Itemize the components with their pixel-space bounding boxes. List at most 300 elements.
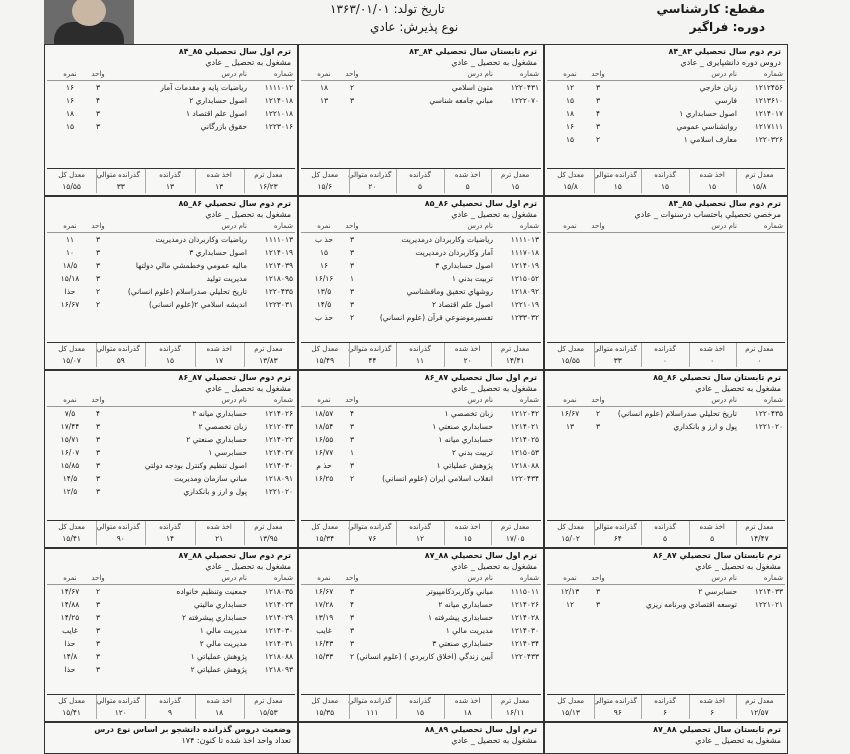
course-units: ۳ [95,474,101,483]
course-row [47,261,295,271]
course-grade: ۱۶/۵۵ [314,435,334,444]
course-row [301,261,541,271]
course-grade: ۱۴/۵ [62,474,78,483]
column-label: نام درس [467,222,493,230]
course-name: اصول تنظيم وكنترل بودجه دولتي [144,461,247,470]
course-units: ۳ [95,248,101,257]
summary-label: معدل کل [58,523,85,531]
column-label: واحد [345,222,359,230]
summary-label: اخذ شده [699,171,725,179]
summary-value: ۱۷ [215,356,224,365]
course-row [47,122,295,132]
summary-label: اخذ شده [454,523,481,531]
course-row [301,409,541,419]
course-code: ۱۲۱۸۰۳۵ [264,587,293,596]
summary-divider [689,695,690,719]
summary-value: ۵ [417,182,423,191]
term-summary [301,342,541,367]
summary-divider [195,521,196,545]
column-label: نمره [563,396,577,404]
term-status: دروس دوره دانشپایری _ عادي [680,58,781,67]
summary-divider [195,695,196,719]
course-units: ۳ [95,626,101,635]
bottom-mid-box [298,722,544,754]
course-row [301,600,541,610]
course-row [301,639,541,649]
course-row [301,435,541,445]
course-name: توسعه اقتصادي وبرنامه ريزي [646,600,737,609]
summary-label: معدل ترم [501,345,530,353]
column-label: واحد [591,70,605,78]
course-name: زبان خارجي [699,83,737,92]
course-units: ۳ [95,461,101,470]
summary-label: گذرانده [409,697,431,705]
summary-label: اخذ شده [206,697,232,705]
course-row [301,248,541,258]
course-row [547,109,785,119]
course-grade: ۱۴/۸ [62,652,78,661]
course-code: ۱۲۱۸۰۸۸ [264,652,293,661]
summary-divider [145,521,146,545]
term-summary [547,342,785,367]
column-label: نام درس [221,70,247,78]
course-code: ۱۲۱۴۰۲۲ [264,435,293,444]
course-row [47,600,295,610]
course-units: ۳ [95,600,101,609]
course-grade: ۱۵ [565,135,575,144]
course-units: ۲ [595,135,601,144]
course-row [47,300,295,310]
course-grade: ۱۵/۱۸ [60,274,80,283]
summary-label: معدل کل [58,697,85,705]
course-name: پول و ارز و بانكداري [183,487,247,496]
course-grade: ۱۳ [565,422,575,431]
course-row [547,135,785,145]
course-name: حقوق بازرگاني [200,122,247,131]
term-status: مشغول به تحصیل _ عادي [695,562,781,571]
summary-label: معدل کل [311,697,339,705]
summary-label: معدل ترم [745,697,774,705]
term-status: مشغول به تحصیل _ عادي [451,384,537,393]
course-grade: ۱۶/۷۷ [314,448,334,457]
course-row [301,474,541,484]
course-code: ۱۲۲۰۴۳۳ [510,652,539,661]
course-row [547,122,785,132]
summary-value: ۱۵ [463,534,472,543]
term-box [544,44,788,196]
summary-label: معدل ترم [254,345,283,353]
course-row [47,461,295,471]
term-summary [301,520,541,545]
summary-value: ۱۱۱ [366,708,379,717]
term-title: ترم اول سال تحصیلي ۸۹_۸۸ [424,725,537,734]
course-code: ۱۲۱۴۰۳۳ [754,587,783,596]
summary-value: ۵ [710,534,715,543]
course-code: ۱۱۱۵۰۱۱ [510,587,539,596]
course-code: ۱۲۲۲۰۷۰ [510,96,539,105]
course-name: حسابداري پيشرفته ۱ [427,613,493,622]
summary-label: گذرانده متوالي [593,171,637,179]
course-grade: ۱۴/۸۸ [60,600,80,609]
course-grade: حذا [64,665,76,674]
summary-label: گذرانده [159,345,181,353]
course-units: ۳ [349,261,355,270]
course-name: حسابداري ميانه ۲ [192,409,247,418]
course-row [47,435,295,445]
course-row [47,409,295,419]
course-code: ۱۲۱۲۰۴۲ [510,409,539,418]
course-name: زبان تخصصي ۱ [444,409,493,418]
summary-label: معدل کل [557,523,584,531]
summary-label: معدل ترم [254,697,283,705]
course-units: ۳ [595,83,601,92]
course-units: ۳ [349,587,355,596]
course-units: ۳ [95,274,101,283]
term-summary [47,520,295,545]
course-units: ۳ [595,600,601,609]
course-code: ۱۲۱۴۰۲۷ [264,448,293,457]
course-name: مديريت مالي ۱ [445,626,493,635]
summary-divider [96,695,97,719]
summary-divider [594,343,595,367]
course-code: ۱۲۱۲۴۵۶ [754,83,783,92]
summary-label: اخذ شده [699,345,725,353]
summary-value: ۹ [167,708,173,717]
summary-value: ۱۵/۱۳ [561,708,580,717]
course-name: حسابداري صنعتي ۲ [186,435,247,444]
summary-label: گذرانده [654,697,676,705]
course-name: رياضيات وكاربردان درمديريت [401,235,493,244]
column-label: نام درس [711,574,737,582]
column-header [301,70,541,81]
summary-value: ۱۵/۰۷ [62,356,81,365]
summary-label: معدل کل [557,171,584,179]
column-label: شماره [519,574,539,582]
bottom-right-box [544,722,788,754]
course-row [47,422,295,432]
term-summary [301,694,541,719]
course-code: ۱۲۲۱۰۲۱ [754,600,783,609]
course-row [47,652,295,662]
course-name: ماليه عمومي وخطمشي مالي دولتها [135,261,247,270]
course-grade: ۱۸ [65,109,75,118]
course-code: ۱۲۱۴۰۱۹ [510,261,539,270]
course-row [301,300,541,310]
column-label: شماره [273,70,293,78]
summary-value: ۲۰ [368,182,377,191]
column-label: واحد [591,396,605,404]
summary-label: معدل ترم [745,345,774,353]
course-row [47,639,295,649]
summary-label: گذرانده [409,523,431,531]
summary-value: ۱۵/۸ [752,182,767,191]
course-units: ۳ [349,300,355,309]
course-units: ۳ [595,587,601,596]
course-units: ۳ [95,235,101,244]
term-title: ترم دوم سال تحصیلي ۸۷_۸۶ [178,373,291,382]
summary-divider [145,169,146,193]
course-units: ۱ [349,274,355,283]
course-code: ۱۲۱۸۰۹۲ [510,287,539,296]
summary-divider [689,169,690,193]
column-header [47,396,295,407]
course-units: ۴ [95,96,101,105]
course-name: متون اسلامي [451,83,493,92]
course-name: روشهاي تحقيق ومافشناسي [406,287,493,296]
column-header [547,222,785,233]
summary-value: ۱۴/۴۱ [505,356,525,365]
summary-label: اخذ شده [454,345,481,353]
summary-divider [491,169,492,193]
course-grade: ۷/۵ [64,409,76,418]
course-name: حسابداري پيشرفته ۲ [181,613,247,622]
summary-value: ۷۶ [368,534,377,543]
course-name: پژوهش عملياتي ۱ [436,461,493,470]
course-name: فارسي [714,96,737,105]
course-units: ۳ [349,613,355,622]
column-header [47,574,295,585]
summary-value: ۱۸ [463,708,472,717]
summary-divider [396,521,397,545]
summary-value: ۱۶/۲۳ [259,182,278,191]
summary-value: ۱۳/۸۳ [259,356,278,365]
course-code: ۱۲۲۰۴۳۵ [264,287,293,296]
course-row [47,248,295,258]
course-name: مديريت توليد [206,274,247,283]
summary-value: ۵۹ [116,356,125,365]
course-code: ۱۱۱۱۰۱۳ [264,235,293,244]
course-name: تاريخ تحليلي صدراسلام (علوم انساني) [617,409,737,418]
course-code: ۱۲۱۴۰۳۴ [510,639,539,648]
summary-label: گذرانده [654,523,676,531]
summary-divider [491,343,492,367]
course-units: ۳ [95,665,101,674]
column-label: نمره [317,70,331,78]
course-name: حسابداري صنعتي ۳ [432,639,493,648]
course-grade: ۱۲/۵ [62,487,78,496]
summary-label: گذرانده متوالي [348,523,392,531]
course-grade: ۱۳/۵ [316,287,332,296]
course-units: ۳ [95,83,101,92]
course-row [301,613,541,623]
summary-value: ۱۸ [215,708,224,717]
student-photo [44,0,134,44]
course-code: ۱۲۱۴۰۱۸ [264,96,293,105]
course-row [547,96,785,106]
course-grade: ۱۶/۲۵ [314,474,334,483]
column-header [47,222,295,233]
column-header [301,222,541,233]
summary-label: گذرانده متوالي [96,697,140,705]
summary-label: گذرانده [654,171,676,179]
course-name: حسابرسي ۲ [698,587,737,596]
term-summary [47,168,295,193]
summary-value: ۵ [662,534,668,543]
term-summary [47,342,295,367]
course-code: ۱۲۲۱۰۱۸ [264,109,293,118]
column-label: واحد [91,574,105,582]
summary-divider [736,169,737,193]
summary-label: گذرانده متوالي [96,171,140,179]
column-label: نام درس [711,396,737,404]
column-label: نمره [317,222,331,230]
summary-divider [145,343,146,367]
course-row [547,83,785,93]
course-grade: غايب [316,626,332,635]
term-status: مشغول به تحصیل _ عادي [451,562,537,571]
summary-label: گذرانده [654,345,676,353]
course-units: ۳ [595,422,601,431]
summary-divider [736,695,737,719]
summary-divider [736,343,737,367]
summary-label: معدل کل [557,345,584,353]
summary-label: گذرانده متوالي [348,345,392,353]
summary-divider [491,695,492,719]
course-units: ۳ [349,639,355,648]
course-units: ۳ [349,626,355,635]
course-row [47,96,295,106]
course-row [47,487,295,497]
course-row [547,409,785,419]
course-row [301,626,541,636]
column-header [547,70,785,81]
column-label: نمره [63,222,77,230]
summary-label: اخذ شده [454,697,481,705]
course-row [47,109,295,119]
course-grade: ۱۴/۲۵ [60,613,80,622]
course-code: ۱۱۱۱۰۱۳ [510,235,539,244]
summary-value: ۰ [757,356,762,365]
summary-value: ۳۳ [613,356,622,365]
course-name: پژوهش عملياتي ۱ [190,652,247,661]
column-label: نام درس [711,70,737,78]
summary-divider [444,343,445,367]
course-units: ۳ [95,652,101,661]
summary-value: ۱۳/۹۵ [259,534,278,543]
summary-divider [689,343,690,367]
course-code: ۱۲۱۴۰۲۹ [264,613,293,622]
summary-label: گذرانده [159,697,181,705]
units-taken-line: تعداد واحد اخذ شده تا كنون: ۱۷۴ [181,736,291,745]
term-box [298,196,544,370]
course-name: حسابرسي ۱ [208,448,247,457]
course-name: زبان تخصصي ۲ [198,422,247,431]
term-status: مشغول به تحصیل _ عادي [451,58,537,67]
course-grade: حذ ب [314,235,334,244]
column-label: نمره [563,70,577,78]
term-summary [547,694,785,719]
course-row [301,83,541,93]
term-title: ترم دوم سال تحصیلي ۸۶_۸۵ [178,199,291,208]
term-status: مشغول به تحصیل _ عادي [695,384,781,393]
course-code: ۱۲۱۴۰۲۵ [510,435,539,444]
course-units: ۴ [349,409,355,418]
course-row [47,287,295,297]
course-units: ۳ [349,235,355,244]
course-grade: ۱۱ [65,235,75,244]
course-code: ۱۲۱۴۰۲۸ [510,613,539,622]
summary-divider [444,521,445,545]
summary-value: ۱۵ [613,182,622,191]
term-status: مشغول به تحصیل _ عادي [695,736,781,745]
summary-value: ۱۵/۸ [563,182,578,191]
course-row [301,461,541,471]
column-label: نام درس [221,574,247,582]
summary-value: ۱۵/۳۴ [315,534,335,543]
summary-value: ۱۶/۱۱ [505,708,525,717]
term-title: ترم دوم سال تحصیلي ۸۳_۸۴ [668,47,781,56]
course-row [47,665,295,675]
course-grade: ۱۸ [319,83,329,92]
column-label: شماره [519,396,539,404]
summary-label: معدل ترم [501,171,530,179]
summary-value: ۰ [662,356,668,365]
course-units: ۳ [95,487,101,496]
term-summary [547,168,785,193]
summary-value: ۱۲ [415,534,425,543]
course-code: ۱۲۲۱۰۲۰ [264,487,293,496]
course-code: ۱۲۱۴۰۲۶ [264,409,293,418]
term-summary [547,520,785,545]
course-code: ۱۲۲۰۴۳۱ [510,83,539,92]
course-code: ۱۲۱۸۰۹۱ [264,474,293,483]
course-units: ۲ [95,287,101,296]
course-code: ۱۲۱۴۰۳۹ [264,261,293,270]
summary-value: ۹۶ [613,708,622,717]
course-grade: ۱۶/۶۷ [314,587,334,596]
column-label: شماره [519,222,539,230]
course-row [301,448,541,458]
summary-label: معدل ترم [745,523,774,531]
summary-divider [594,169,595,193]
summary-divider [736,521,737,545]
summary-value: ۱۵/۵۵ [561,356,580,365]
column-label: نام درس [467,70,493,78]
summary-value: ۱۲/۵۷ [750,708,769,717]
summary-value: ۱۳ [165,182,175,191]
column-header [547,396,785,407]
course-name: اصول علم اقتصاد ۲ [432,300,493,309]
transcript-header [0,0,850,44]
course-name: مباني وكاربردكامپيوتر [426,587,493,596]
course-name: مديريت مالي ۲ [199,639,247,648]
summary-label: گذرانده متوالي [96,523,140,531]
summary-divider [641,695,642,719]
bottom-left-box [44,722,298,754]
course-units: ۳ [349,422,355,431]
summary-value: ۹۰ [116,534,125,543]
column-label: شماره [763,222,783,230]
column-label: شماره [273,222,293,230]
course-code: ۱۲۱۴۰۳۰ [264,626,293,635]
summary-divider [689,521,690,545]
course-name: انديشه اسلامي ۲(علوم انساني) [148,300,247,309]
summary-label: معدل کل [311,345,339,353]
course-row [547,587,785,597]
summary-divider [145,695,146,719]
term-title: ترم تابستان سال تحصیلي ۸۶_۸۵ [653,373,781,382]
course-grade: ۱۵ [565,96,575,105]
course-code: ۱۲۱۴۰۳۰ [264,461,293,470]
course-code: ۱۲۱۴۰۲۳ [264,600,293,609]
term-box [44,44,298,196]
course-name: تاريخ تحليلي صدراسلام (علوم انساني) [127,287,247,296]
course-name: انقلاب اسلامي ايران (علوم انساني) [382,474,493,483]
summary-value: ۳۳ [116,182,125,191]
course-grade: ۱۶/۴۳ [314,639,334,648]
term-title: ترم اول سال تحصیلي ۸۸_۸۷ [424,551,537,560]
summary-label: گذرانده متوالي [348,171,392,179]
